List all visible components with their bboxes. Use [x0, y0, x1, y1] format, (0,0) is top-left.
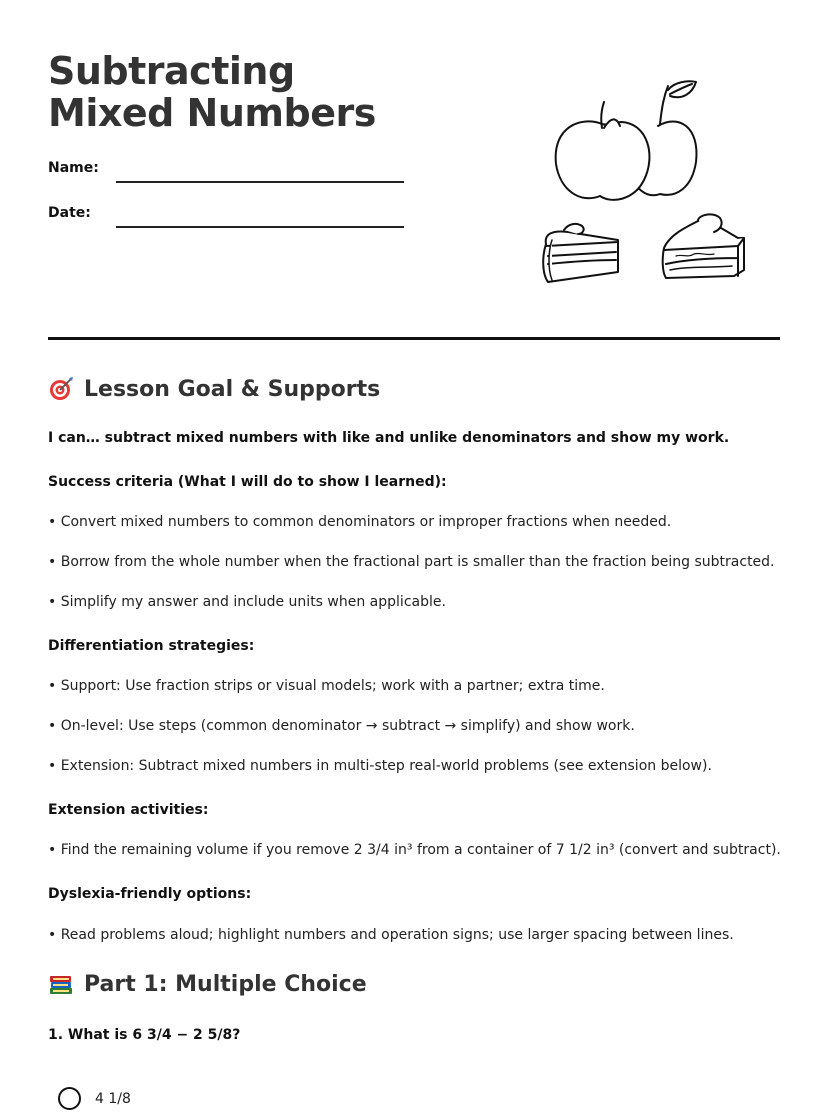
part1-heading-text: Part 1: Multiple Choice [84, 971, 367, 997]
q1-option-a[interactable] [58, 1087, 131, 1110]
goals-heading-text: Lesson Goal & Supports [84, 376, 381, 402]
i-can-statement: I can… subtract mixed numbers with like and unlike denominators and show my work. [48, 430, 730, 446]
radio-button[interactable] [58, 1087, 81, 1110]
q1-option-a-label: 4 1/8 [95, 1090, 131, 1107]
header-divider [48, 337, 780, 340]
success-item: • Borrow from the whole number when the fractional part is smaller than the fraction being subtracted. [48, 554, 775, 570]
extension-heading: Extension activities: [48, 802, 209, 818]
dyslexia-item: • Read problems aloud; highlight numbers and operation signs; use larger spacing between lines. [48, 927, 734, 943]
date-label: Date: [48, 205, 91, 221]
target-icon [48, 376, 74, 402]
success-criteria-heading: Success criteria (What I will do to show I learned): [48, 474, 447, 490]
extension-item: • Find the remaining volume if you remove 2 3/4 in³ from a container of 7 1/2 in³ (convert and subtract). [48, 842, 781, 858]
name-label: Name: [48, 160, 99, 176]
differentiation-heading: Differentiation strategies: [48, 638, 255, 654]
success-item: • Convert mixed numbers to common denominators or improper fractions when needed. [48, 514, 672, 530]
dyslexia-heading: Dyslexia-friendly options: [48, 886, 252, 902]
name-field[interactable] [116, 157, 404, 183]
part1-heading [48, 971, 367, 997]
success-item: • Simplify my answer and include units when applicable. [48, 594, 446, 610]
differentiation-item: • Extension: Subtract mixed numbers in multi-step real-world problems (see extension below). [48, 758, 712, 774]
question-1: 1. What is 6 3/4 − 2 5/8? [48, 1027, 241, 1043]
differentiation-item: • Support: Use fraction strips or visual models; work with a partner; extra time. [48, 678, 605, 694]
books-icon [48, 971, 74, 997]
differentiation-item: • On-level: Use steps (common denominator → subtract → simplify) and show work. [48, 718, 635, 734]
date-field[interactable] [116, 202, 404, 228]
worksheet-title: Subtracting Mixed Numbers [48, 49, 376, 135]
apples-and-pie-slices-illustration [538, 76, 750, 288]
goals-heading [48, 376, 380, 402]
